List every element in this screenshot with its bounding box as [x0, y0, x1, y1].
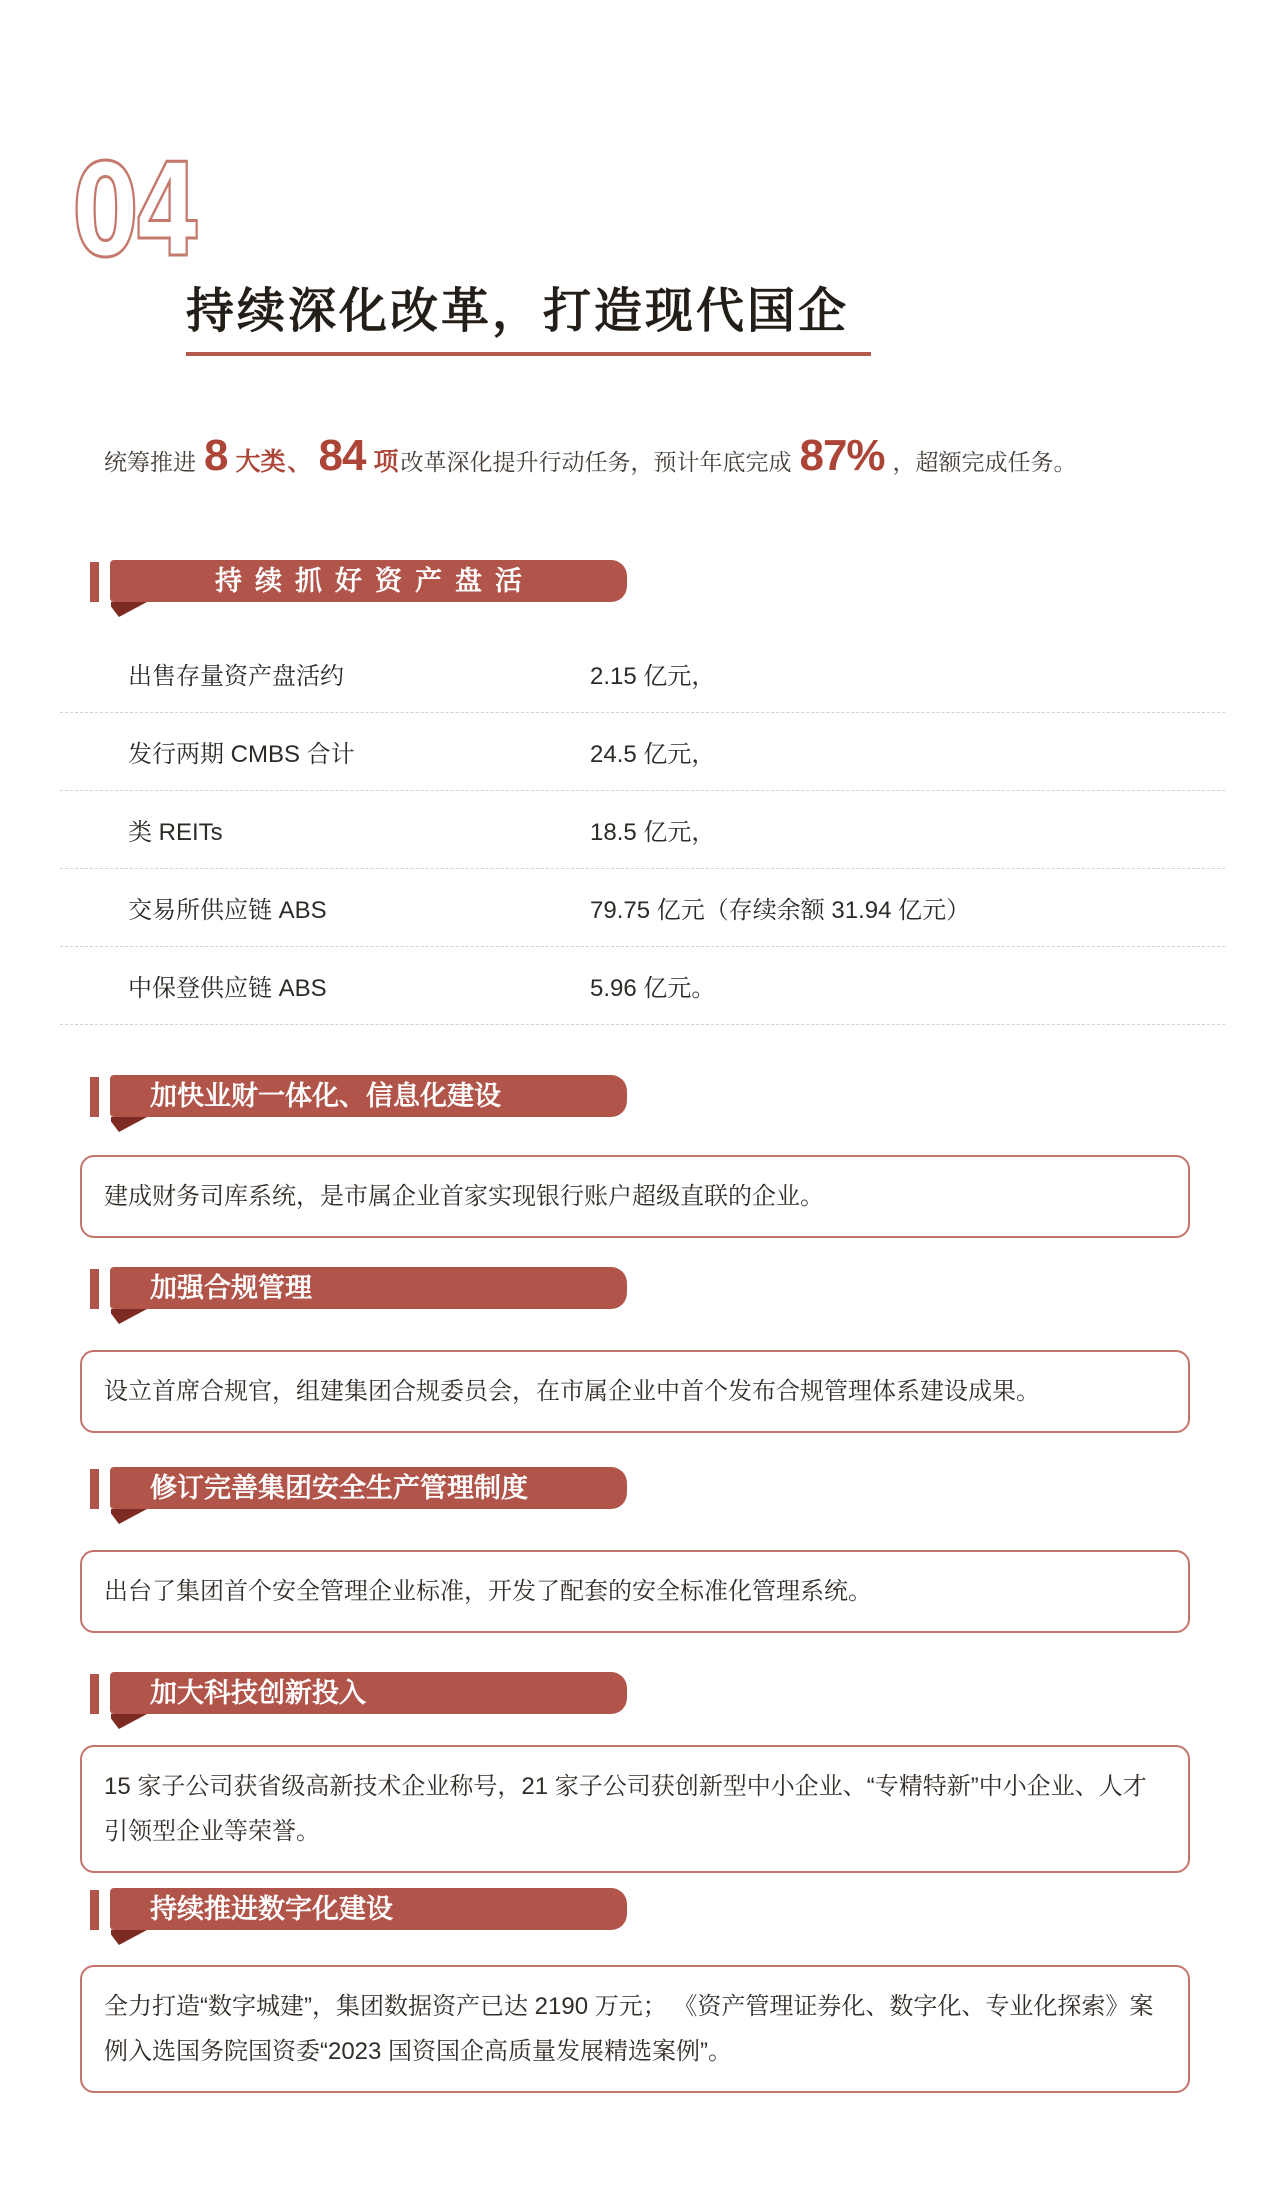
row-value: 2.15 亿元， [590, 663, 716, 690]
row-label: 交易所供应链 ABS [128, 897, 327, 924]
ribbon-fold [111, 1714, 147, 1729]
row-value: 79.75 亿元（存续余额 31.94 亿元） [590, 897, 971, 924]
row-label: 类 REITs [128, 819, 223, 846]
section-heading: 持续推进数字化建设 [150, 1894, 393, 1924]
row-label: 出售存量资产盘活约 [128, 663, 344, 690]
banner-ribbon [110, 560, 627, 602]
banner-ribbon [110, 1075, 627, 1117]
banner-ribbon [110, 1672, 627, 1714]
ribbon-fold [111, 602, 147, 617]
summary-lead: 统筹推进 [104, 449, 196, 475]
row-value: 18.5 亿元， [590, 819, 716, 846]
section-banner-tech [0, 1672, 1280, 1732]
banner-ribbon [110, 1267, 627, 1309]
summary-tail: ，超额完成任务。 [892, 449, 1077, 475]
page-title: 持续深化改革，打造现代国企 [186, 285, 850, 338]
stat-completion-value: 87% [799, 431, 885, 480]
title-underline [186, 352, 871, 356]
ribbon-fold [111, 1117, 147, 1132]
row-value: 5.96 亿元。 [590, 975, 716, 1002]
table-row [60, 713, 1225, 791]
info-box-tech [80, 1745, 1190, 1873]
info-box-text: 15 家子公司获省级高新技术企业称号，21 家子公司获创新型中小企业、“专精特新”中小企业、人才引领型企业等荣誉。 [104, 1773, 1147, 1845]
row-label: 中保登供应链 ABS [128, 975, 327, 1002]
section-number: 04 [72, 137, 197, 286]
info-box-digital [80, 1965, 1190, 2093]
table-row [60, 947, 1225, 1025]
banner-accent-bar [90, 1674, 99, 1714]
section-heading: 加大科技创新投入 [150, 1678, 366, 1708]
banner-accent-bar [90, 1269, 99, 1309]
banner-accent-bar [90, 1469, 99, 1509]
stat-categories-value: 8 [204, 431, 228, 480]
section-banner-compliance [0, 1267, 1280, 1327]
section-banner-asset [0, 560, 1280, 620]
row-label: 发行两期 CMBS 合计 [128, 741, 355, 768]
info-box-finance [80, 1155, 1190, 1238]
asset-table [60, 635, 1225, 1025]
banner-accent-bar [90, 1077, 99, 1117]
summary-middle: 改革深化提升行动任务，预计年底完成 [400, 449, 792, 475]
section-heading: 修订完善集团安全生产管理制度 [150, 1473, 528, 1503]
section-heading: 持续抓好资产盘活 [215, 566, 535, 596]
table-row [60, 635, 1225, 713]
ribbon-fold [111, 1309, 147, 1324]
banner-ribbon [110, 1888, 627, 1930]
info-box-safety [80, 1550, 1190, 1633]
stat-items-value: 84 [318, 431, 366, 480]
info-box-text: 设立首席合规官，组建集团合规委员会，在市属企业中首个发布合规管理体系建设成果。 [104, 1378, 1040, 1405]
banner-ribbon [110, 1467, 627, 1509]
info-box-text: 全力打造“数字城建”，集团数据资产已达 2190 万元； 《资产管理证券化、数字化、专业化探索》案例入选国务院国资委“2023 国资国企高质量发展精选案例”。 [104, 1993, 1154, 2065]
section-heading: 加快业财一体化、信息化建设 [150, 1081, 501, 1111]
summary-separator: 、 [287, 449, 311, 475]
stat-categories-unit: 大类 [235, 448, 286, 476]
table-row [60, 869, 1225, 947]
section-heading: 加强合规管理 [150, 1273, 312, 1303]
section-banner-finance [0, 1075, 1280, 1135]
summary-line [104, 430, 1204, 488]
table-row [60, 791, 1225, 869]
banner-accent-bar [90, 562, 99, 602]
stat-items-unit: 项 [373, 448, 399, 476]
row-value: 24.5 亿元， [590, 741, 716, 768]
ribbon-fold [111, 1930, 147, 1945]
section-banner-safety [0, 1467, 1280, 1527]
info-box-text: 建成财务司库系统，是市属企业首家实现银行账户超级直联的企业。 [104, 1183, 824, 1210]
info-box-text: 出台了集团首个安全管理企业标准，开发了配套的安全标准化管理系统。 [104, 1578, 872, 1605]
section-banner-digital [0, 1888, 1280, 1948]
ribbon-fold [111, 1509, 147, 1524]
info-box-compliance [80, 1350, 1190, 1433]
banner-accent-bar [90, 1890, 99, 1930]
